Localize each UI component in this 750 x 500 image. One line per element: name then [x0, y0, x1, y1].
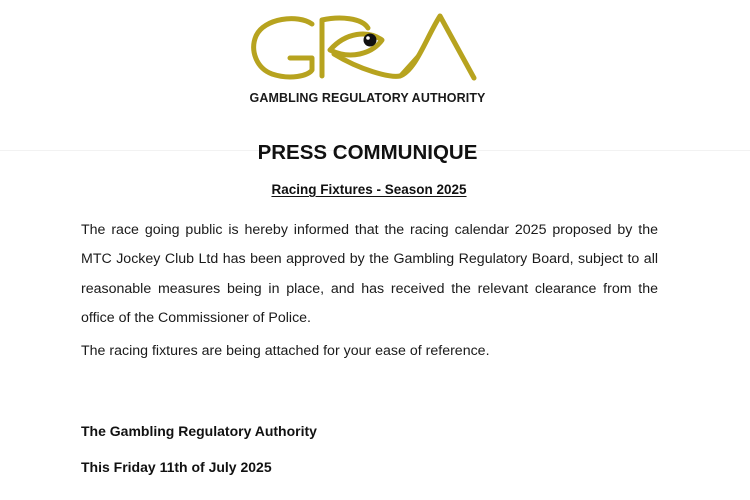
gra-logo: [250, 10, 480, 88]
date-line: This Friday 11th of July 2025: [81, 459, 272, 475]
document-subtitle: Racing Fixtures - Season 2025: [271, 182, 467, 197]
gra-logo-mark: [250, 10, 480, 88]
body-paragraph-1: The race going public is hereby informed that the racing calendar 2025 proposed by the MTC Jockey Club Ltd has been approved by the Gambling Regulatory Board, subject to all reasonable measures being in place, and has received the relevant clearance from the office of the Commissioner of Police.: [81, 222, 658, 326]
organization-name: GAMBLING REGULATORY AUTHORITY: [249, 91, 486, 105]
body-paragraph-2: The racing fixtures are being attached for your ease of reference.: [81, 343, 490, 359]
document-title: PRESS COMMUNIQUE: [257, 141, 478, 164]
signature: The Gambling Regulatory Authority: [81, 423, 317, 439]
